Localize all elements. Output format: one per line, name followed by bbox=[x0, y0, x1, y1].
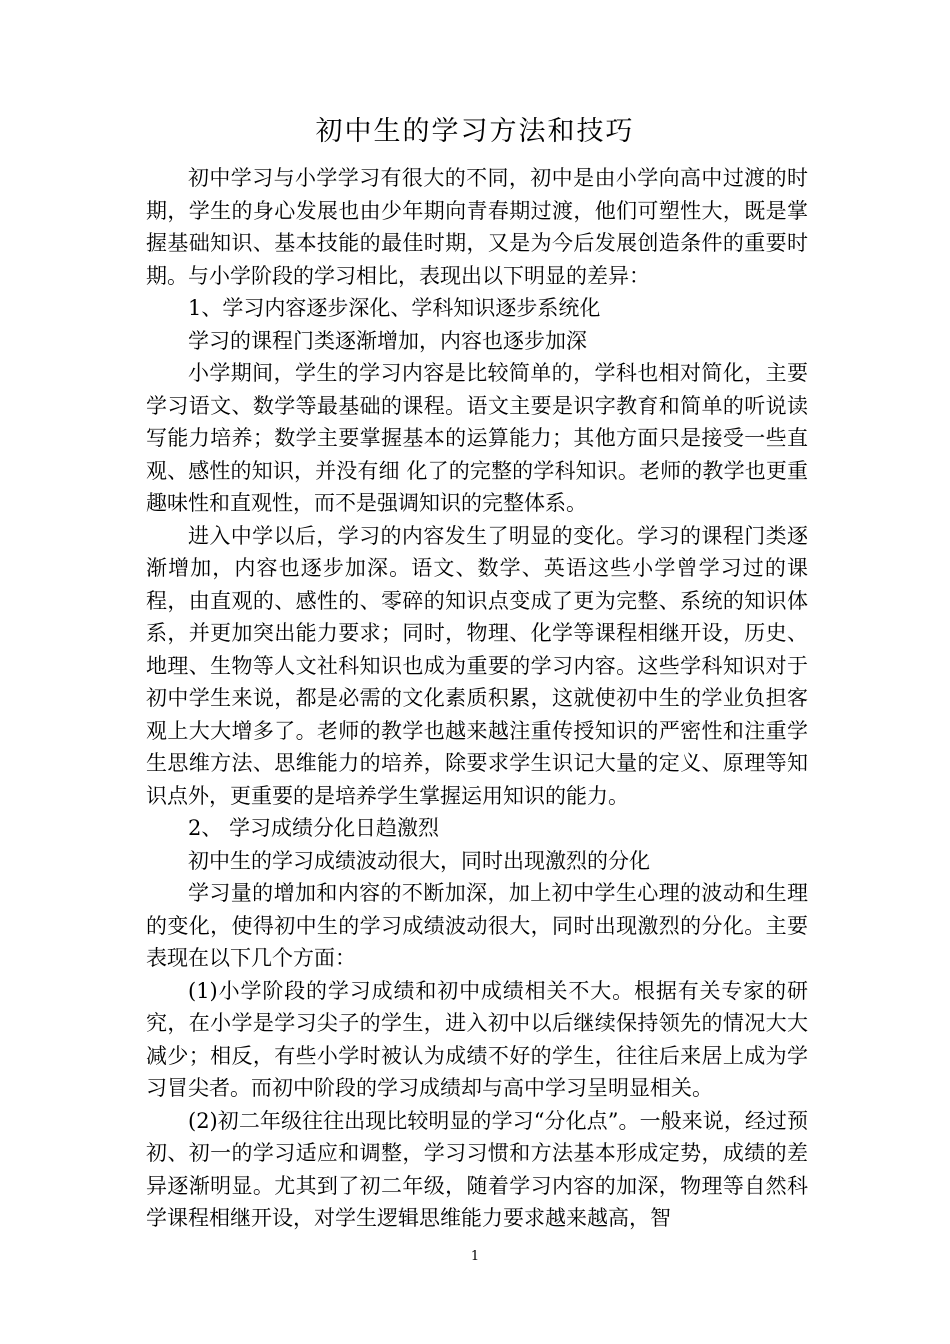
section-heading-1: 1、学习内容逐步深化、学科知识逐步系统化 bbox=[188, 296, 601, 320]
paragraph-middle-school: 进入中学以后，学习的内容发生了明显的变化。学习的课程门类逐渐增加，内容也逐步加深。语文、数学、英语这些小学曾学习过的课程，由直观的、感性的、零碎的知识点变成了更为完整、系统的知识体系，并更加突出能力要求；同时，物理、化学等课程相继开设，历史、地理、生物等人文社科知识也成为重要的学习内容。这些学科知识对于初中学生来说，都是必需的文化素质积累，这就使初中生的学业负担客观上大大增多了。老师的教学也越来越注重传授知识的严密性和注重学生思维方法、思维能力的培养，除要求学生识记大量的定义、原理等知识点外，更重要的是培养学生掌握运用知识的能力。 bbox=[146, 523, 808, 808]
paragraph-point-1: (1)小学阶段的学习成绩和初中成绩相关不大。根据有关专家的研究，在小学是学习尖子的学生，进入初中以后继续保持领先的情况大大减少；相反，有些小学时被认为成绩不好的学生，往往后来居上成为学习冒尖者。而初中阶段的学习成绩却与高中学习呈明显相关。 bbox=[146, 978, 808, 1100]
section-heading-2: 2、 学习成绩分化日趋激烈 bbox=[188, 816, 440, 840]
paragraph-grade-fluctuation: 学习量的增加和内容的不断加深，加上初中学生心理的波动和生理的变化，使得初中生的学习成绩波动很大，同时出现激烈的分化。主要表现在以下几个方面： bbox=[146, 881, 808, 970]
document-body bbox=[146, 162, 808, 1235]
subheading-2: 初中生的学习成绩波动很大，同时出现激烈的分化 bbox=[188, 848, 650, 873]
paragraph-intro: 初中学习与小学学习有很大的不同，初中是由小学向高中过渡的时期，学生的身心发展也由少年期向青春期过渡，他们可塑性大，既是掌握基础知识、基本技能的最佳时期，又是为今后发展创造条件的重要时期。与小学阶段的学习相比，表现出以下明显的差异： bbox=[146, 166, 808, 288]
paragraph-point-2: (2)初二年级往往出现比较明显的学习“分化点”。一般来说，经过预初、初一的学习适应和调整，学习习惯和方法基本形成定势，成绩的差异逐渐明显。尤其到了初二年级，随着学习内容的加深，物理等自然科学课程相继开设，对学生逻辑思维能力要求越来越高，智 bbox=[146, 1108, 808, 1230]
paragraph-primary-school: 小学期间，学生的学习内容是比较简单的，学科也相对简化，主要学习语文、数学等最基础的课程。语文主要是识字教育和简单的听说读写能力培养；数学主要掌握基本的运算能力；其他方面只是接受一些直观、感性的知识，并没有细 化了的完整的学科知识。老师的教学也更重趣味性和直观性，而不是强调知识的完整体系。 bbox=[146, 361, 808, 515]
document-title: 初中生的学习方法和技巧 bbox=[315, 116, 635, 147]
page-number: 1 bbox=[470, 1249, 480, 1264]
subheading-1: 学习的课程门类逐渐增加，内容也逐步加深 bbox=[188, 328, 587, 353]
